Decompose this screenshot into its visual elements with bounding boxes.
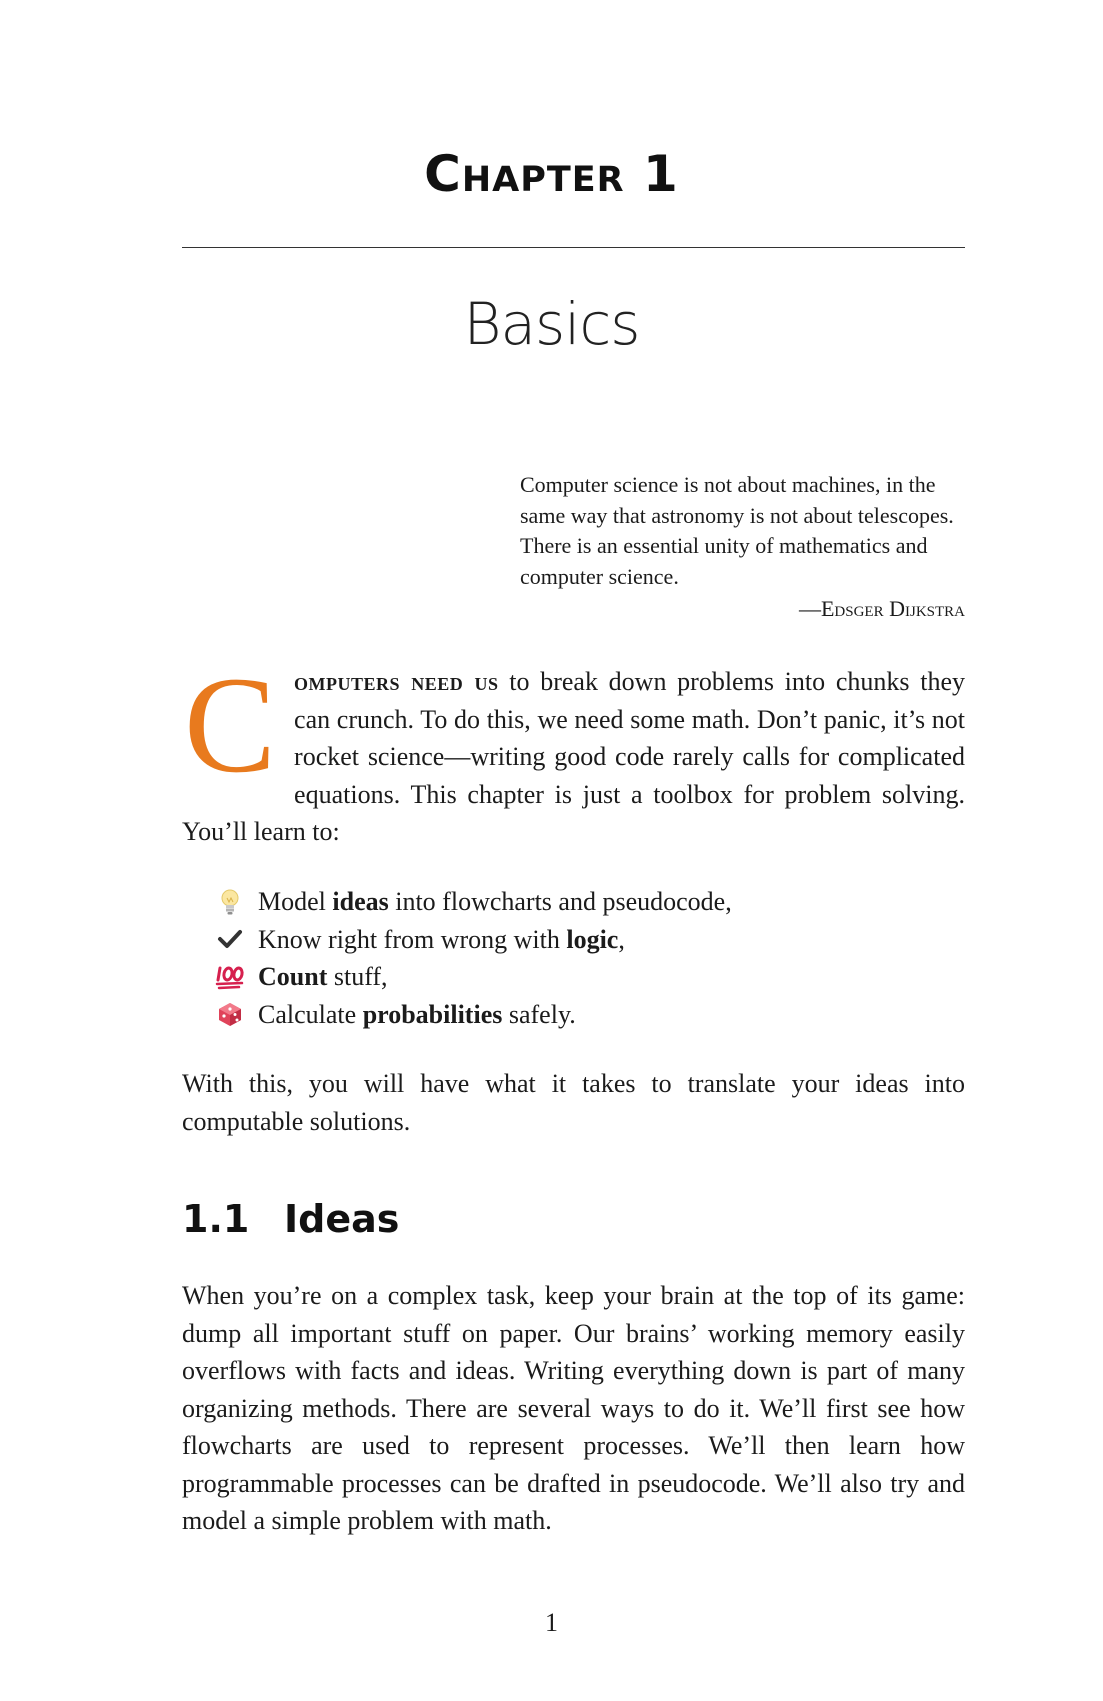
goal-text-pre: Know right from wrong with bbox=[258, 924, 567, 954]
goal-text-post: , bbox=[618, 924, 625, 954]
dice-icon bbox=[215, 1000, 245, 1028]
list-item bbox=[215, 921, 975, 959]
goal-text-bold: probabilities bbox=[362, 999, 503, 1029]
intro-paragraph bbox=[182, 648, 965, 851]
list-item bbox=[215, 996, 975, 1034]
intro-text: to break down problems into chunks they can crunch. To do this, we need some math. Don’t panic, it’s not rocket science—writing good code rarely calls for complicated equations. This chapter is just a toolbox for problem solving. You’ll learn to: bbox=[182, 667, 965, 846]
goal-text-pre: Calculate bbox=[258, 999, 363, 1029]
hundred-points-icon bbox=[215, 963, 245, 991]
epigraph-quote: Computer science is not about machines, in the same way that astronomy is not about telescopes. There is an essential unity of mathematics and computer science. bbox=[520, 472, 954, 589]
goal-text-bold: Count bbox=[258, 962, 328, 991]
goal-text bbox=[258, 996, 576, 1034]
section-heading bbox=[182, 1197, 399, 1241]
goal-text bbox=[258, 883, 732, 921]
goal-text-bold: logic bbox=[566, 924, 619, 954]
checkmark-icon bbox=[215, 925, 245, 953]
learning-goals-list bbox=[215, 883, 975, 1033]
chapter-title: Basics bbox=[463, 290, 640, 358]
goal-text bbox=[258, 958, 388, 996]
epigraph bbox=[520, 470, 965, 625]
epigraph-author: —Edsger Dijkstra bbox=[798, 596, 965, 621]
section-title: Ideas bbox=[284, 1197, 400, 1241]
dropcap-letter: C bbox=[184, 648, 277, 801]
section-number: 1.1 bbox=[182, 1197, 250, 1241]
goal-text-post: stuff, bbox=[327, 962, 388, 991]
lightbulb-icon bbox=[215, 888, 245, 916]
summary-paragraph: With this, you will have what it takes to translate your ideas into computable solutions. bbox=[182, 1069, 965, 1136]
goal-text-post: safely. bbox=[502, 999, 576, 1029]
page-number: 1 bbox=[545, 1608, 558, 1637]
chapter-divider bbox=[182, 247, 965, 248]
goal-text bbox=[258, 921, 625, 959]
goal-text-pre: Model bbox=[258, 887, 333, 916]
list-item bbox=[215, 883, 975, 921]
list-item bbox=[215, 958, 975, 996]
section-body: When you’re on a complex task, keep your brain at the top of its game: dump all important stuff on paper. Our brains’ working memory easily overflows with facts and ideas. Writing everything down is part of many organizing methods. There are several ways to do it. We’ll first see how flowcharts are used to represent processes. We’ll then learn how programmable processes can be drafted in pseudocode. We’ll also try and model a simple problem with math. bbox=[182, 1281, 965, 1535]
goal-text-post: into flowcharts and pseudocode, bbox=[388, 887, 732, 916]
chapter-label: Chapter 1 bbox=[424, 145, 679, 203]
goal-text-bold: ideas bbox=[332, 887, 389, 916]
intro-lead: omputers need us bbox=[294, 667, 499, 696]
